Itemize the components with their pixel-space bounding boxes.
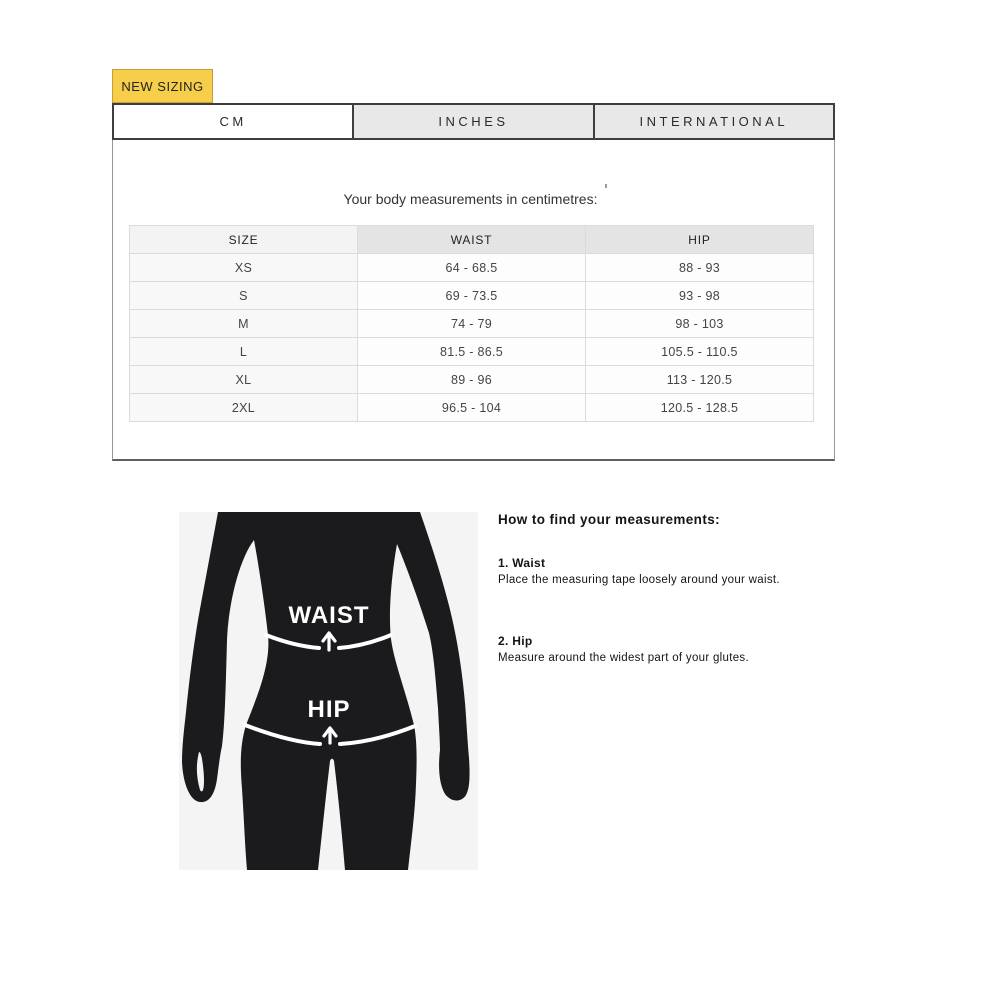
hip-cell: 98 - 103 [586, 310, 814, 338]
waist-cell: 89 - 96 [358, 366, 586, 394]
size-cell: 2XL [130, 394, 358, 422]
size-cell: S [130, 282, 358, 310]
tab-international-label: INTERNATIONAL [639, 114, 789, 129]
waist-label: WAIST [288, 602, 370, 629]
hip-cell: 88 - 93 [586, 254, 814, 282]
size-table-body [130, 254, 814, 422]
tab-inches[interactable] [352, 105, 592, 138]
size-cell: L [130, 338, 358, 366]
table-header-row [130, 226, 814, 254]
waist-cell: 81.5 - 86.5 [358, 338, 586, 366]
new-sizing-badge-label: NEW SIZING [121, 78, 204, 94]
tab-cm-label: CM [219, 114, 247, 129]
instructions-block [498, 512, 838, 664]
size-cell: XS [130, 254, 358, 282]
new-sizing-badge [112, 69, 213, 103]
step-waist-title: 1. Waist [498, 556, 546, 570]
column-header-size: SIZE [130, 226, 358, 254]
table-row [130, 254, 814, 282]
measurements-panel [112, 140, 835, 461]
table-row [130, 282, 814, 310]
size-cell: M [130, 310, 358, 338]
step-waist-text: Place the measuring tape loosely around your waist. [498, 574, 780, 586]
table-row [130, 310, 814, 338]
waist-cell: 64 - 68.5 [358, 254, 586, 282]
table-row [130, 394, 814, 422]
column-header-waist: WAIST [358, 226, 586, 254]
waist-cell: 74 - 79 [358, 310, 586, 338]
hip-cell: 93 - 98 [586, 282, 814, 310]
stray-mark [605, 184, 607, 188]
tab-inches-label: INCHES [438, 114, 509, 129]
step-hip-text: Measure around the widest part of your glutes. [498, 652, 749, 664]
hip-label: HIP [307, 696, 351, 723]
panel-title: Your body measurements in centimetres: [343, 191, 598, 207]
waist-cell: 96.5 - 104 [358, 394, 586, 422]
hip-cell: 105.5 - 110.5 [586, 338, 814, 366]
waist-cell: 69 - 73.5 [358, 282, 586, 310]
body-silhouette-graphic [179, 512, 478, 870]
body-measurement-figure [179, 512, 478, 870]
table-row [130, 338, 814, 366]
step-hip-title: 2. Hip [498, 634, 533, 648]
instructions-heading: How to find your measurements: [498, 512, 721, 527]
instruction-step-waist [498, 556, 838, 586]
hip-cell: 120.5 - 128.5 [586, 394, 814, 422]
tab-international[interactable] [593, 105, 833, 138]
tab-cm[interactable] [114, 105, 352, 138]
size-table [129, 225, 814, 422]
hip-cell: 113 - 120.5 [586, 366, 814, 394]
table-row [130, 366, 814, 394]
size-cell: XL [130, 366, 358, 394]
units-tabbar [112, 103, 835, 140]
instruction-step-hip [498, 634, 838, 664]
column-header-hip: HIP [586, 226, 814, 254]
